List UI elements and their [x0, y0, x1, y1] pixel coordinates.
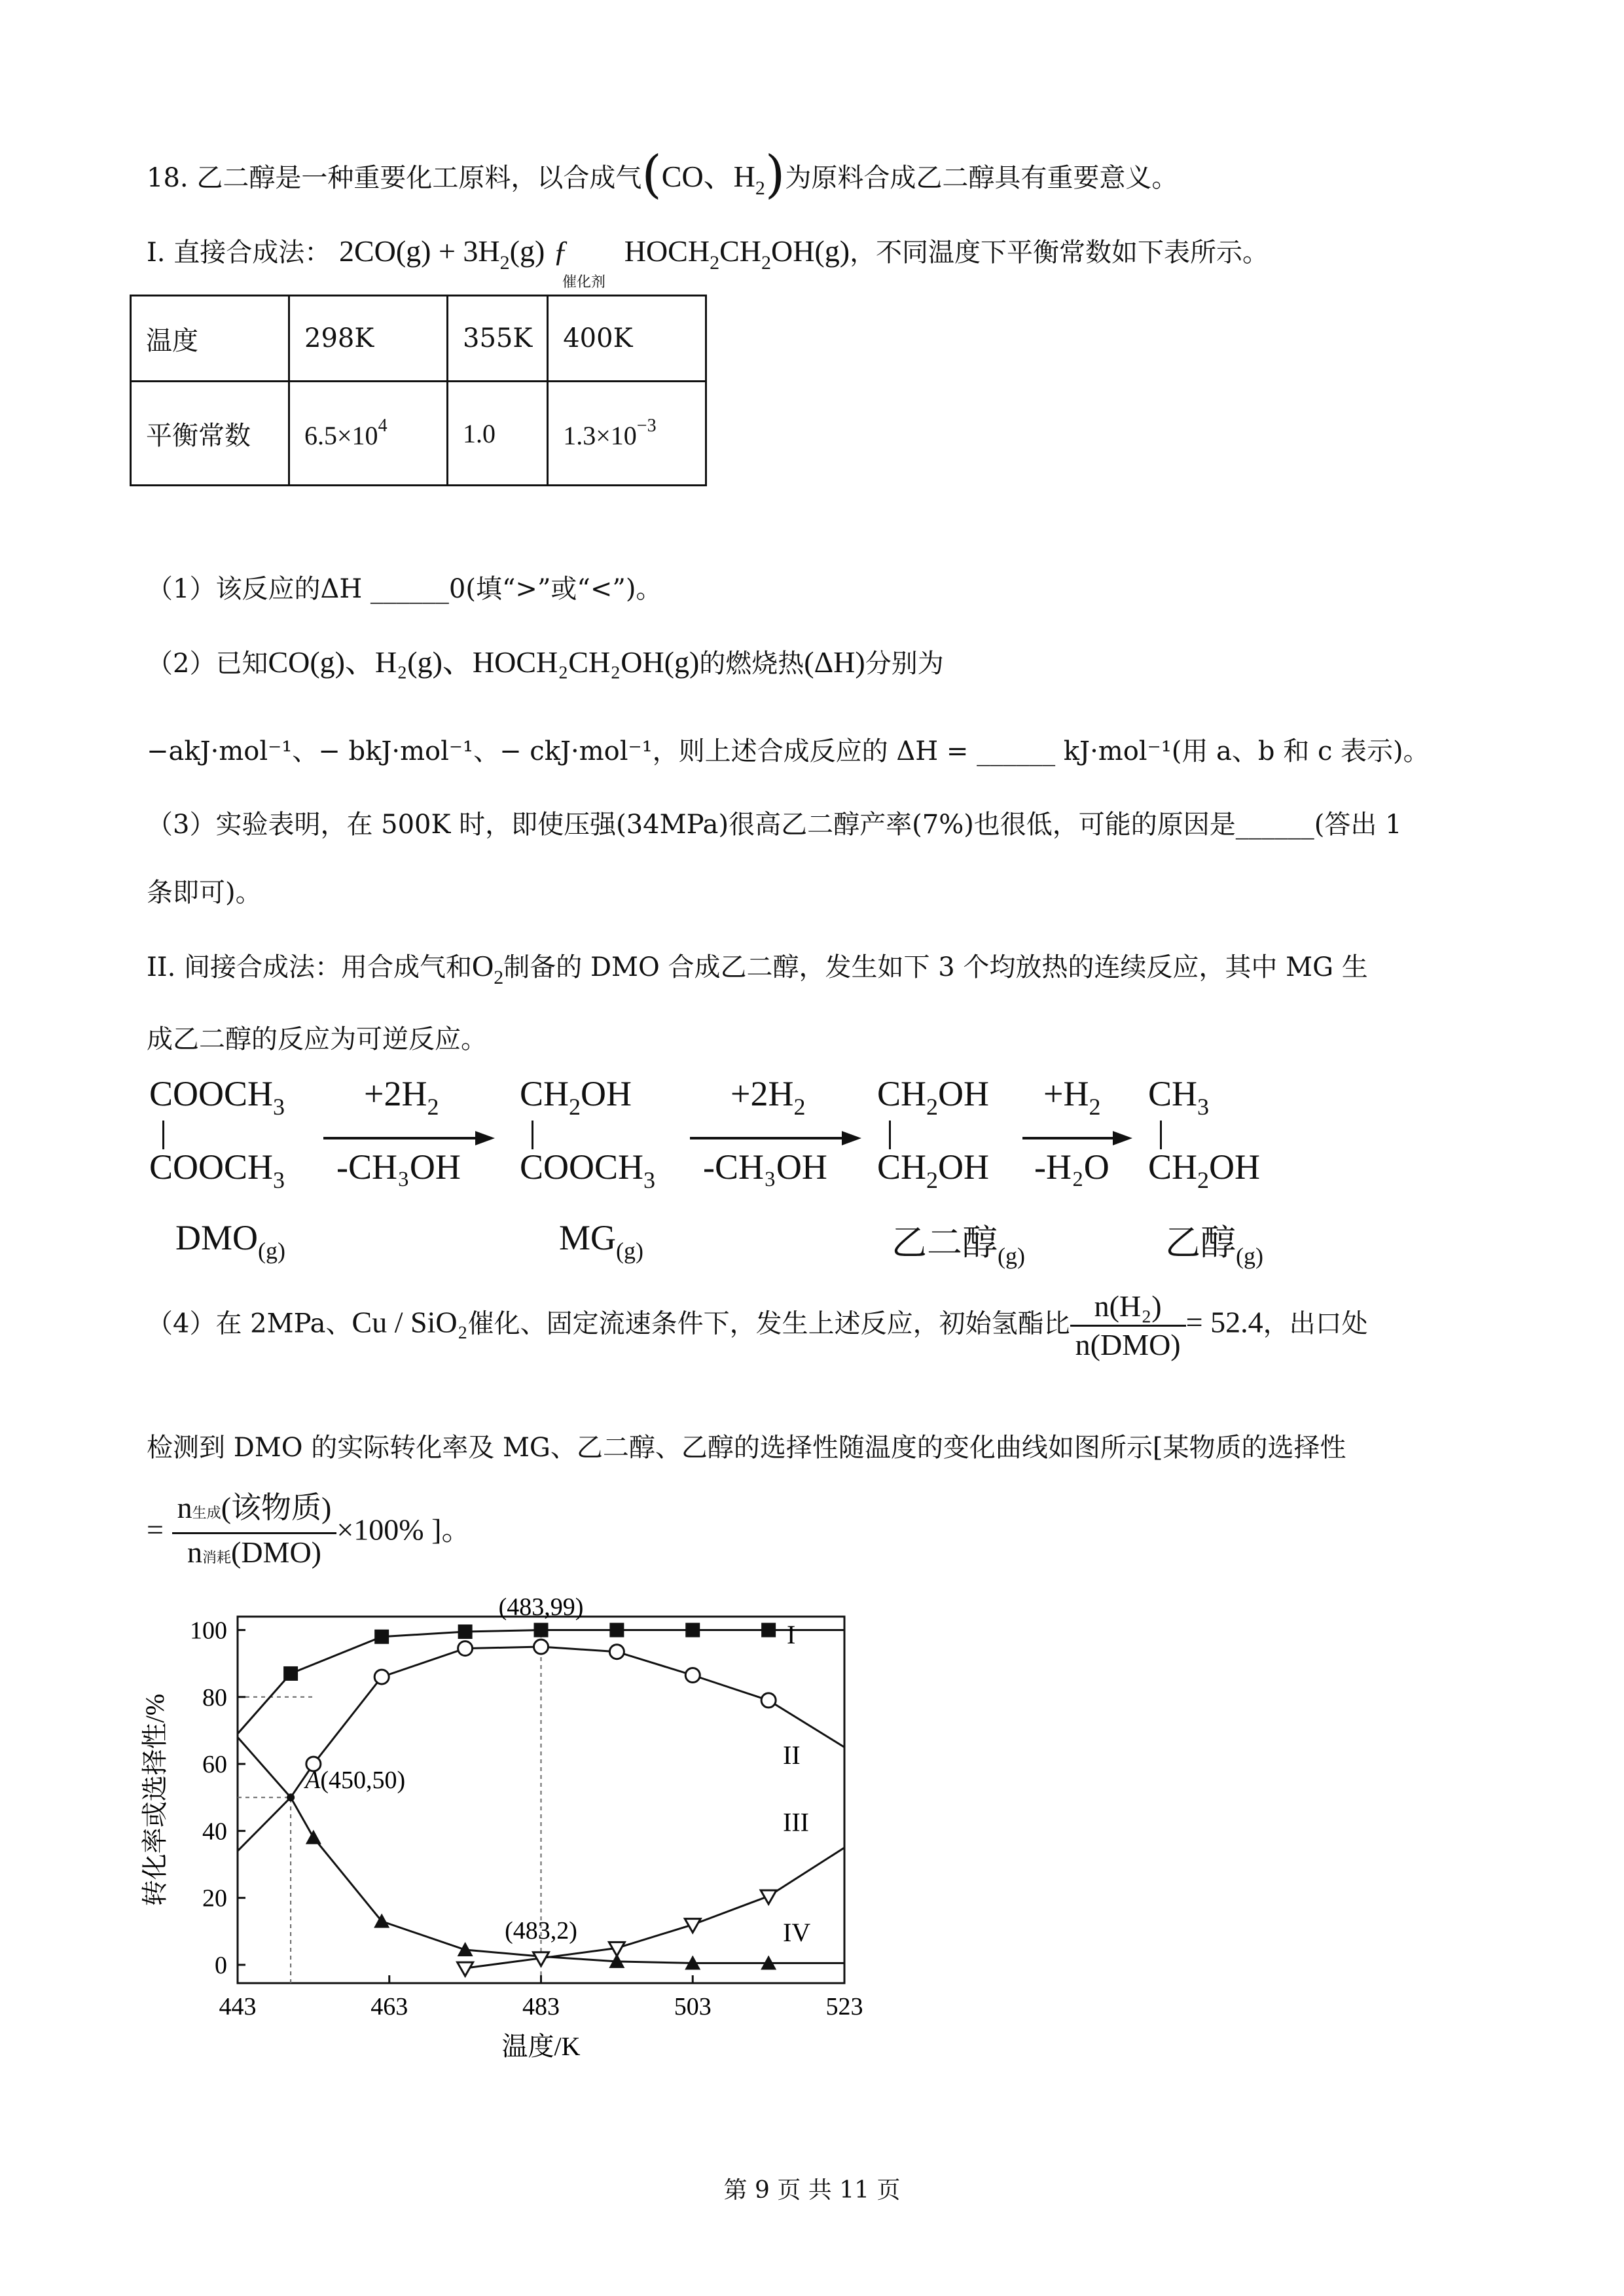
- series-IV-point: [306, 1830, 321, 1844]
- part2-line1: [147, 948, 1368, 996]
- table-cell: 298K: [289, 296, 448, 382]
- intro-sub: 2: [755, 177, 765, 199]
- part2-line2: 成乙二醇的反应为可逆反应。: [147, 1024, 487, 1054]
- chart-annotation: (483,99): [498, 1597, 584, 1621]
- eg-bottom: $CH_2OH$: [877, 1147, 990, 1193]
- question-3-line2: 条即可)。: [147, 878, 262, 908]
- sel-tail: ×100% ]。: [336, 1513, 472, 1547]
- part1-equation-line: [147, 233, 1269, 291]
- question-18-intro: [147, 145, 1178, 207]
- series-III-line: [465, 1848, 844, 1968]
- series-I-point: [458, 1624, 473, 1639]
- mg-label: $MG_{(g)}$: [559, 1218, 643, 1264]
- q2-prefix: （2）已知: [147, 649, 268, 679]
- q4-mid: 催化、固定流速条件下，发生上述反应，初始氢酯比: [467, 1308, 1070, 1339]
- series-I-label: I: [787, 1619, 796, 1649]
- hydrogen-ester-ratio: [1070, 1288, 1186, 1363]
- k400-exp: −3: [636, 416, 657, 436]
- table-cell: 400K: [548, 296, 706, 382]
- ethanol-bottom: $CH_2OH$: [1148, 1147, 1261, 1193]
- table-cell: 平衡常数: [131, 382, 289, 486]
- series-IV-label: IV: [783, 1918, 811, 1948]
- series-III-label: III: [783, 1807, 809, 1837]
- mg-bond: [532, 1121, 533, 1149]
- question-3-line1: （3）实验表明，在 500K 时，即使压强(34MPa)很高乙二醇产率(7%)也很低，可能的原因是______(答出 1: [147, 810, 1402, 840]
- k400-base: 1.3×10: [563, 421, 637, 450]
- q2-mid: 的燃烧热: [699, 649, 804, 679]
- series-I-point: [534, 1623, 549, 1637]
- equilibrium-symbol: ƒ: [553, 234, 569, 268]
- part1-label: I. 直接合成法：: [147, 238, 331, 268]
- series-II-point: [685, 1668, 700, 1683]
- dmo-top: $COOCH_3$: [149, 1074, 285, 1120]
- table-row-temperature: [131, 296, 706, 382]
- o2: O: [472, 949, 494, 982]
- series-I-point: [685, 1623, 700, 1637]
- q2-species: CO(g)、H₂(g)、HOCH₂CH₂OH(g): [268, 645, 700, 679]
- eq-right-sub1: 2: [710, 252, 720, 274]
- x-tick-label: 503: [674, 1993, 712, 2020]
- eq-right: HOCH: [624, 234, 710, 268]
- eq-left-end: (g): [509, 234, 545, 268]
- paren-right: ): [765, 145, 785, 204]
- x-tick-label: 443: [219, 1993, 257, 2020]
- ethanol-top: $CH_3$: [1148, 1074, 1210, 1120]
- series-II-line: [238, 1647, 844, 1851]
- eg-bond: [889, 1121, 891, 1149]
- q4-suffix: ，出口处: [1263, 1308, 1368, 1339]
- ethanol-label: 乙醇$_{(g)}$: [1165, 1222, 1263, 1269]
- x-tick-label: 463: [370, 1993, 408, 2020]
- x-tick-label: 523: [825, 1993, 863, 2020]
- q2-dh: (ΔH): [804, 645, 865, 679]
- point-a-marker: [287, 1793, 295, 1801]
- series-II-point: [374, 1670, 389, 1684]
- mg-top: $CH_2OH$: [520, 1074, 632, 1120]
- eq-right-mid: CH: [719, 234, 761, 268]
- question-4-line1: [147, 1288, 1368, 1363]
- series-I-point: [761, 1623, 776, 1637]
- arrow2-bottom: -CH₃OH: [703, 1147, 827, 1187]
- mg-bottom: $COOCH_3$: [520, 1147, 656, 1193]
- question-1: （1）该反应的ΔH ______0(填“>”或“<”)。: [147, 574, 662, 604]
- series-II-label: II: [783, 1740, 801, 1770]
- q4-catalyst: Cu / SiO₂: [352, 1305, 468, 1339]
- sel-numerator: n生成(该物质): [172, 1490, 337, 1534]
- o2-sub: 2: [494, 967, 504, 988]
- equilibrium-constant-table: [130, 295, 707, 486]
- q4-prefix: （4）在 2MPa、: [147, 1308, 352, 1339]
- chart-annotation: A(450,50): [305, 1767, 406, 1795]
- selectivity-formula: [147, 1490, 471, 1577]
- arrow1-top: $+2H_2$: [364, 1074, 439, 1120]
- eq-right-sub2: 2: [761, 252, 771, 274]
- conversion-selectivity-chart: [131, 1597, 884, 2068]
- sel-eq: =: [147, 1513, 164, 1547]
- x-axis-label: 温度/K: [501, 2032, 581, 2061]
- part2-suffix: 制备的 DMO 合成乙二醇，发生如下 3 个均放热的连续反应，其中 MG 生: [503, 952, 1368, 982]
- y-tick-label: 40: [202, 1818, 227, 1846]
- series-IV-point: [458, 1942, 473, 1956]
- k298-exp: 4: [378, 416, 388, 436]
- series-I-point: [609, 1623, 624, 1637]
- question-2-line2: −akJ·mol⁻¹、− bkJ·mol⁻¹、− ckJ·mol⁻¹，则上述合成反应的 ΔH = ______ kJ·mol⁻¹(用 a、b 和 c 表示)。: [147, 736, 1430, 766]
- k-400: [548, 382, 706, 486]
- table-row-constant: [131, 382, 706, 486]
- arrow1-bottom: -CH₃OH: [336, 1147, 461, 1187]
- table-cell: 温度: [131, 296, 289, 382]
- eg-top: $CH_2OH$: [877, 1074, 990, 1120]
- arrow3-bottom: -H₂O: [1034, 1147, 1110, 1187]
- q2-suffix: 分别为: [865, 649, 944, 679]
- arrow2-icon: [690, 1129, 861, 1147]
- y-tick-label: 80: [202, 1683, 227, 1712]
- ratio-numerator: n(H₂): [1070, 1288, 1186, 1327]
- chart-annotation: (483,2): [505, 1916, 577, 1945]
- series-I-point: [374, 1630, 389, 1644]
- question-2-line1: [147, 644, 944, 682]
- sel-denominator: n消耗(DMO): [187, 1535, 321, 1569]
- y-tick-label: 0: [215, 1952, 227, 1979]
- x-tick-label: 483: [522, 1993, 560, 2020]
- series-II-point: [761, 1693, 776, 1708]
- y-axis-label: 转化率或选择性/%: [140, 1693, 170, 1907]
- selectivity-fraction: [172, 1490, 337, 1577]
- intro-species: CO、H: [661, 160, 755, 193]
- series-II-point: [609, 1645, 624, 1659]
- arrow1-icon: [323, 1129, 495, 1147]
- dmo-label: $DMO_{(g)}$: [175, 1218, 285, 1264]
- catalyst-label: 催化剂: [562, 274, 606, 291]
- question-4-line2: 检测到 DMO 的实际转化率及 MG、乙二醇、乙醇的选择性随温度的变化曲线如图所示[某物质的选择性: [147, 1433, 1346, 1463]
- k298-base: 6.5×10: [304, 421, 378, 450]
- equilibrium-arrow: [553, 233, 616, 291]
- k-355: 1.0: [448, 382, 548, 486]
- y-tick-label: 60: [202, 1751, 227, 1779]
- ethanol-bond: [1160, 1121, 1162, 1149]
- eq-left: 2CO(g) + 3H: [338, 234, 500, 268]
- page-footer: 第 9 页 共 11 页: [723, 2177, 901, 2204]
- dmo-bottom: $COOCH_3$: [149, 1147, 285, 1193]
- eq-left-sub: 2: [499, 252, 510, 274]
- y-tick-label: 20: [202, 1884, 227, 1912]
- dmo-bond: [162, 1121, 164, 1149]
- part2-prefix: II. 间接合成法：用合成气和: [147, 952, 473, 982]
- eq-suffix: ，不同温度下平衡常数如下表所示。: [850, 238, 1269, 268]
- eq-right-end: OH(g): [770, 234, 850, 268]
- arrow2-top: $+2H_2$: [731, 1074, 806, 1120]
- k-298: [289, 382, 448, 486]
- ratio-value: = 52.4: [1185, 1305, 1263, 1339]
- intro-suffix: 为原料合成乙二醇具有重要意义。: [785, 163, 1178, 193]
- intro-prefix: 18. 乙二醇是一种重要化工原料，以合成气: [147, 163, 642, 193]
- y-tick-label: 100: [190, 1617, 227, 1645]
- labels-layer: [140, 1597, 810, 2061]
- arrow3-top: $+H_2$: [1043, 1074, 1101, 1120]
- paren-left: (: [641, 145, 662, 204]
- series-I-point: [283, 1666, 298, 1681]
- table-cell: 355K: [448, 296, 548, 382]
- series-III-point: [458, 1962, 473, 1976]
- series-III-point: [761, 1890, 776, 1904]
- ratio-denominator: n(DMO): [1075, 1328, 1181, 1361]
- eg-label: 乙二醇$_{(g)}$: [892, 1222, 1025, 1269]
- arrow3-icon: [1022, 1129, 1132, 1147]
- series-II-point: [534, 1640, 549, 1654]
- series-II-point: [458, 1641, 473, 1656]
